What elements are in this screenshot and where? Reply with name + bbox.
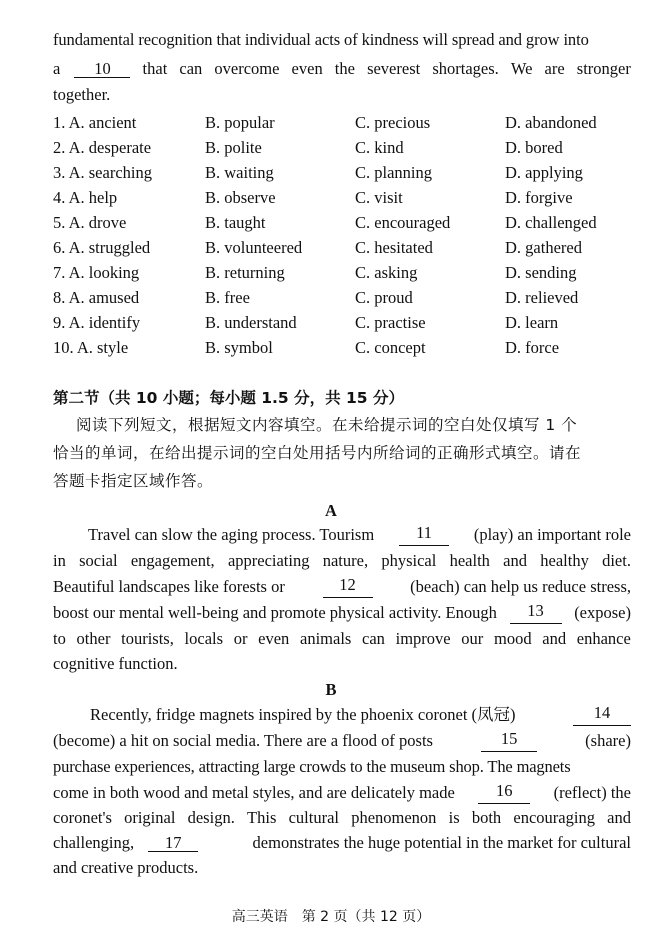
instruction-line-2: 恰当的单词，在给出提示词的空白处用括号内所给词的正确形式填空。请在 (53, 444, 582, 462)
passage-a-line-2 (53, 550, 631, 572)
instruction-line-1: 阅读下列短文，根据短文内容填空。在未给提示词的空白处仅填写 1 个 (76, 416, 578, 434)
intro-line2-w9: stronger (576, 59, 631, 78)
pb-l5-w3: This (247, 808, 277, 827)
option-10-c: C. concept (355, 338, 426, 357)
blank-14: 14 (573, 704, 631, 726)
passage-b-title: B (325, 680, 337, 699)
pb-l5-w4: cultural (288, 808, 339, 827)
pa-l5-w12: enhance (576, 629, 631, 648)
blank-13: 13 (510, 602, 562, 624)
pb-l5-w1: original (124, 808, 176, 827)
option-4-a: 4. A. help (53, 188, 118, 207)
blank-15: 15 (481, 730, 537, 752)
pa-l5-w6: animals (300, 629, 352, 648)
pa-l5-w3: locals (184, 629, 224, 648)
option-1-a: 1. A. ancient (53, 113, 137, 132)
pa-l2-w2: engagement, (130, 551, 215, 570)
option-8-c: C. proud (355, 288, 413, 307)
pb-l5-w7: both (471, 808, 502, 827)
intro-line2-w1: can (179, 59, 203, 78)
option-2-a: 2. A. desperate (53, 138, 152, 157)
pa-l5-w8: improve (395, 629, 451, 648)
intro-line2-w3: even (291, 59, 323, 78)
passage-a-line-1: Travel can slow the aging process. Tourism 11 (play) an important role (88, 523, 631, 544)
option-7-c: C. asking (355, 263, 418, 282)
option-7-d: D. sending (505, 263, 577, 282)
page-footer: 高三英语 第 2 页（共 12 页） (231, 909, 431, 925)
pa-l2-w4: nature, (322, 551, 369, 570)
option-1-b: B. popular (205, 113, 275, 132)
option-9-c: C. practise (355, 313, 426, 332)
intro-line2-w2: overcome (214, 59, 280, 78)
pb-l5-w9: and (607, 808, 631, 827)
option-9-d: D. learn (505, 313, 559, 332)
pa-l2-w1: social (79, 551, 118, 570)
pb-l5-w5: phenomenon (351, 808, 437, 827)
pa-l5-w10: mood (493, 629, 532, 648)
option-3-b: B. waiting (205, 163, 274, 182)
pa-l5-w1: other (76, 629, 111, 648)
passage-b-line-4: come in both wood and metal styles, and are delicately made 16 (reflect) the (53, 781, 631, 802)
instruction-line-3: 答题卡指定区域作答。 (53, 472, 214, 490)
pb-l5-w2: design. (187, 808, 235, 827)
intro-line-3: together. (53, 85, 111, 104)
option-3-c: C. planning (355, 163, 432, 182)
pa-l2-w7: and (503, 551, 527, 570)
pa-l5-w2: tourists, (121, 629, 174, 648)
passage-b-line-7: and creative products. (53, 858, 199, 877)
pa-l5-w4: or (233, 629, 248, 648)
option-6-c: C. hesitated (355, 238, 433, 257)
passage-a-line-4: boost our mental well-being and promote physical activity. Enough 13 (expose) (53, 601, 631, 622)
intro-line2-w5: severest (367, 59, 421, 78)
blank-11: 11 (399, 524, 449, 546)
pa-l5-w7: can (362, 629, 385, 648)
pa-l2-w6: health (449, 551, 490, 570)
option-1-c: C. precious (355, 113, 431, 132)
pb-l5-w6: is (448, 808, 460, 827)
option-6-b: B. volunteered (205, 238, 303, 257)
option-5-c: C. encouraged (355, 213, 451, 232)
option-1-d: D. abandoned (505, 113, 597, 132)
option-5-d: D. challenged (505, 213, 597, 232)
option-3-d: D. applying (505, 163, 583, 182)
pb-l6-start: challenging, 17 (53, 832, 198, 854)
option-10-a: 10. A. style (53, 338, 129, 357)
pa-l2-w9: diet. (602, 551, 631, 570)
option-8-b: B. free (205, 288, 250, 307)
pa-l5-w11: and (542, 629, 567, 648)
pa-l2-w8: healthy (540, 551, 589, 570)
option-5-b: B. taught (205, 213, 266, 232)
pa-l2-w3: appreciating (227, 551, 310, 570)
option-6-a: 6. A. struggled (53, 238, 151, 257)
pa-l5-w9: our (461, 629, 484, 648)
pa-l2-w0: in (53, 551, 66, 570)
option-2-b: B. polite (205, 138, 262, 157)
option-4-b: B. observe (205, 188, 276, 207)
passage-a-line-3: Beautiful landscapes like forests or 12 (beach) can help us reduce stress, (53, 575, 631, 596)
passage-b-line-1: Recently, fridge magnets inspired by the phoenix coronet (凤冠) 14 (90, 704, 631, 726)
intro-line2-w0: that (142, 59, 168, 78)
option-6-d: D. gathered (505, 238, 582, 257)
blank-16: 16 (478, 782, 530, 804)
option-7-a: 7. A. looking (53, 263, 140, 282)
passage-b-line-6: challenging, 17 demonstrates the huge potential in the market for cultural (53, 833, 631, 852)
option-8-d: D. relieved (505, 288, 579, 307)
pb-l5-w0: coronet's (53, 808, 112, 827)
passage-b-line-2: (become) a hit on social media. There are a flood of posts 15 (share) (53, 729, 631, 750)
passage-a-line-6: cognitive function. (53, 654, 178, 673)
pa-l2-w5: physical (381, 551, 437, 570)
intro-line2-w8: are (544, 59, 565, 78)
option-9-a: 9. A. identify (53, 313, 141, 332)
option-2-c: C. kind (355, 138, 404, 157)
intro-line-2-start: a 10 (53, 58, 130, 80)
option-7-b: B. returning (205, 263, 285, 282)
option-2-d: D. bored (505, 138, 563, 157)
option-4-d: D. forgive (505, 188, 573, 207)
pa-l5-w5: even (258, 629, 290, 648)
option-10-d: D. force (505, 338, 560, 357)
blank-12: 12 (323, 576, 373, 598)
option-10-b: B. symbol (205, 338, 273, 357)
intro-line2-w7: We (510, 59, 533, 78)
section-2-heading: 第二节（共 10 小题；每小题 1.5 分，共 15 分） (53, 389, 404, 407)
intro-line-1-text: fundamental recognition that individual acts of kindness will spread and grow into (53, 30, 589, 49)
passage-a-title: A (325, 501, 337, 520)
intro-line-1 (53, 29, 631, 51)
intro-line-2 (53, 58, 631, 80)
intro-line2-w4: the (334, 59, 355, 78)
option-3-a: 3. A. searching (53, 163, 152, 182)
passage-b-line-3: purchase experiences, attracting large crowds to the museum shop. The magnets (53, 757, 571, 776)
blank-17: 17 (148, 834, 198, 852)
option-9-b: B. understand (205, 313, 297, 332)
option-8-a: 8. A. amused (53, 288, 140, 307)
pb-l5-w8: encouraging (513, 808, 595, 827)
pa-l5-w0: to (53, 629, 66, 648)
passage-b-line-5 (53, 807, 631, 829)
passage-a-line-5 (53, 628, 631, 650)
intro-line2-w6: shortages. (432, 59, 499, 78)
blank-10: 10 (74, 60, 130, 78)
option-4-c: C. visit (355, 188, 403, 207)
option-5-a: 5. A. drove (53, 213, 127, 232)
